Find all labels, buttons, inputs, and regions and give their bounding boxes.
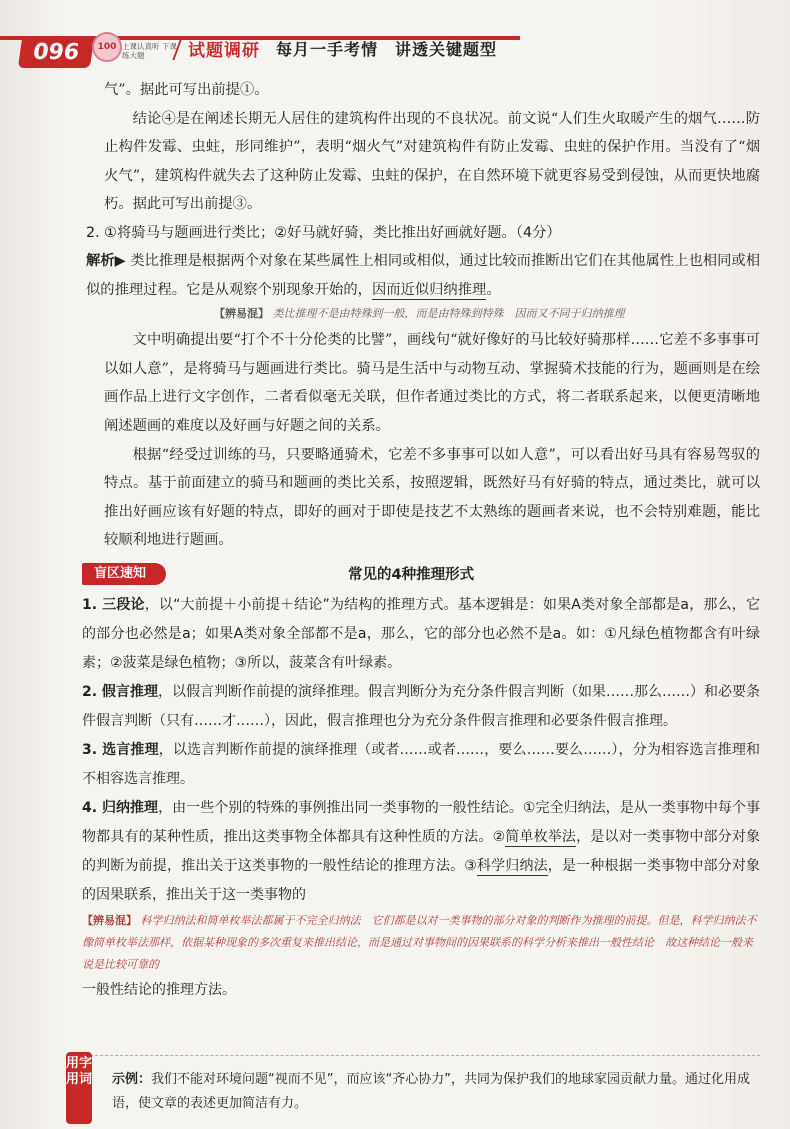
item-2-text: ，以假言判断作前提的演绎推理。假言判断分为充分条件假言判断（如果……那么……）和必要条件假言判断（只有……才……），因此，假言推理也分为充分条件假言推理和必要条件假言推理。: [82, 683, 761, 729]
analysis-paragraph: [86, 247, 760, 304]
section-tag: 盲区速知: [82, 563, 166, 585]
item-4-title: 4. 归纳推理: [82, 799, 159, 816]
paragraph-0: 气”。据此可写出前提①。: [104, 82, 269, 98]
item-4-underline-2: 科学归纳法: [476, 857, 548, 874]
section-title: 常见的4种推理形式: [348, 566, 475, 583]
analysis-label: 解析▶: [86, 252, 126, 269]
item-4-text-b: ，是以对一类事物中部分对象的判断为前提，推出关于这类事物的一般性结论的推理方法。③: [82, 828, 760, 874]
header-tag: 试题调研: [188, 41, 260, 61]
paragraph-3: 根据“经受过训练的马，只要略通骑术，它差不多事事可以如人意”，可以看出好马具有容易驾驭的特点。基于前面建立的骑马和题画的类比关系，按照逻辑，既然好马有好骑的特点，通过类比，就可以推出好画应该有好题的特点，即好的画对于即使是技艺不太熟练的题画者来说，也不会特别难题，能比较顺利地进行题画。: [104, 446, 760, 549]
item-4-text-a: ，由一些个别的特殊的事例推出同一类事物的一般性结论。①完全归纳法，是从一类事物中每个事物都具有的某种性质，推出这类事物全体都具有这种性质的方法。②: [82, 799, 760, 845]
page-header: [0, 26, 790, 70]
item-1-text: ，以“大前提＋小前提＋结论”为结构的推理方式。基本逻辑是：如果A类对象全部都是a，那么，它的部分也必然是a；如果A类对象全部都不是a，那么，它的部分也必然不是a。如：①凡绿色植物都含有叶绿素；②菠菜是绿色植物；③所以，菠菜含有叶绿素。: [82, 596, 760, 671]
footer-divider: [70, 1055, 760, 1056]
note-1-label: 【辨易混】: [214, 307, 269, 321]
item-3-title: 3. 选言推理: [82, 741, 159, 758]
paragraph-2: 文中明确提出要“打个不十分伦类的比譬”，画线句“就好像好的马比较好骑那样……它差不多事事可以如人意”，是将骑马与题画进行类比。骑马是生活中与动物互动、掌握骑术技能的行为，题画则是在绘画作品上进行文字创作，二者看似毫无关联，但作者通过类比的方式，将二者联系起来，以便更清晰地阐述题画的难度以及好画与好题之间的关系。: [104, 332, 760, 434]
item-4-underline-1: 简单枚举法: [505, 828, 577, 845]
item-3-text: ，以选言判断作前提的演绎推理（或者……或者……，要么……要么……），分为相容选言推理和不相容选言推理。: [82, 741, 761, 787]
analysis-underline: 因而近似归纳推理: [371, 281, 487, 298]
section-header: [82, 561, 760, 587]
handwritten-note-1: [214, 306, 760, 322]
example-text: 我们不能对环境问题“视而不见”，而应该“齐心协力”，共同为保护我们的地球家园贡献力量。通过化用成语，使文章的表述更加简洁有力。: [112, 1072, 750, 1111]
example-box: [112, 1068, 760, 1116]
item-2-title: 2. 假言推理: [82, 683, 158, 700]
item-4: [82, 794, 760, 910]
item-4-end: 一般性结论的推理方法。: [82, 981, 236, 998]
paragraph-1: 结论④是在阐述长期无人居住的建筑构件出现的不良状况。前文说“人们生火取暖产生的烟气……防止构件发霉、虫蛀，形同维护”，表明“烟火气”对建筑构件有防止发霉、虫蛀的保护作用。当没有了“烟火气”，建筑构件就失去了这种防止发霉、虫蛀的保护，在自然环境下就更容易受到侵蚀，从而更快地腐朽。据此可写出前提③。: [104, 110, 760, 213]
item-3: [82, 736, 760, 794]
handwritten-note-2: [82, 910, 760, 976]
item-4-text-c: ，是一种根据一类事物中部分对象的因果联系，推出关于这一类事物的: [82, 857, 760, 903]
page-number: 096: [18, 38, 94, 68]
header-subtitle: 每月一手考情 讲透关键题型: [276, 40, 498, 59]
header-motto: 上课认真听 下课练大题: [122, 42, 177, 60]
note-2-text: 科学归纳法和简单枚举法都属于不完全归纳法 它们都是以对一类事物的部分对象的判断作为推理的前提。但是，科学归纳法不像简单枚举法那样，依据某种现象的多次重复来推出结论，而是通过对事物间的因果联系的科学分析来推出一般性结论 故这种结论一般来说是比较可靠的: [82, 913, 757, 971]
item-1-title: 1. 三段论: [82, 596, 145, 613]
analysis-end: 。: [486, 281, 501, 298]
side-tab: 用字用词: [66, 1052, 92, 1124]
note-2-label: 【辨易混】: [82, 913, 137, 927]
badge-icon: 100: [92, 32, 122, 62]
example-label: 示例：: [112, 1072, 152, 1087]
answer-2: 2. ①将骑马与题画进行类比；②好马就好骑，类比推出好画就好题。（4分）: [86, 224, 561, 241]
item-2: [82, 678, 760, 736]
item-1: [82, 591, 760, 678]
analysis-text: 类比推理是根据两个对象在某些属性上相同或相似，通过比较而推断出它们在其他属性上也相同或相似的推理过程。它是从观察个别现象开始的，: [86, 252, 760, 298]
note-1-text: 类比推理不是由特殊到一般，而是由特殊到特殊 因而又不同于归纳推理: [272, 307, 625, 321]
main-content: [82, 76, 761, 1005]
